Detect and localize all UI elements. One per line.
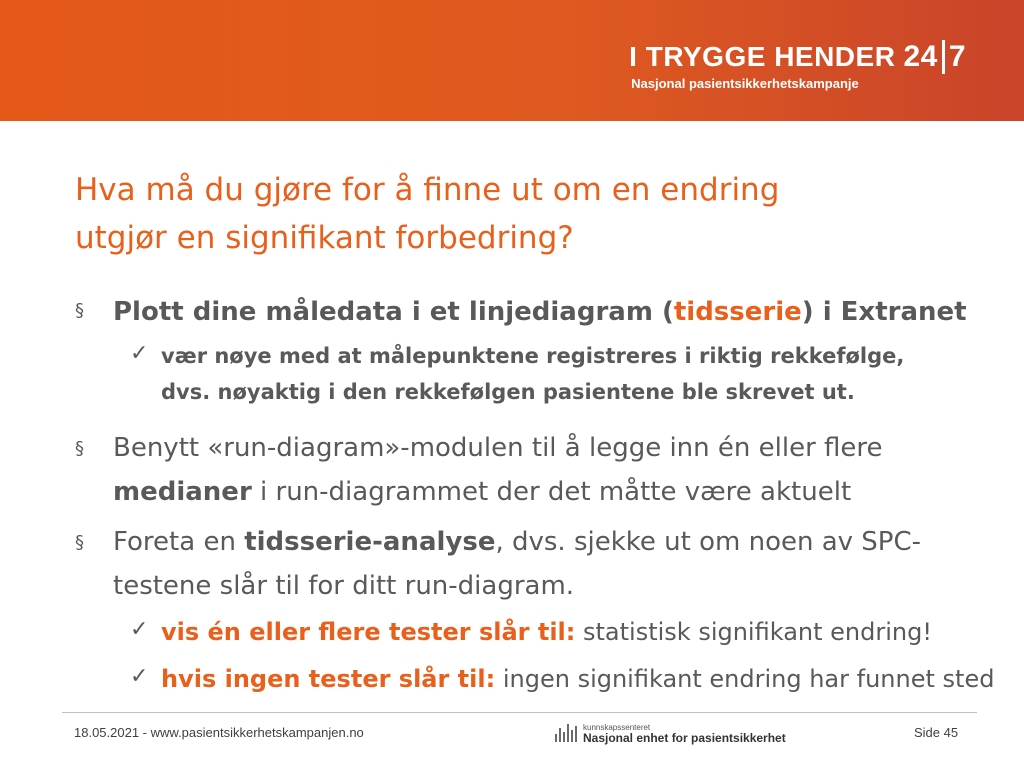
footer-logo-main: Nasjonal enhet for pasientsikkerhet bbox=[583, 731, 786, 745]
sub-bullet-3b-bold: hvis ingen tester slår til: bbox=[161, 665, 496, 693]
logo-bars-icon bbox=[555, 724, 577, 742]
campaign-logo bbox=[629, 40, 966, 91]
bullet-2-line-1: Benytt «run-diagram»-modulen til å legge inn én eller flere bbox=[113, 433, 883, 463]
footer-logo-top: kunnskapssenteret bbox=[583, 723, 651, 732]
slide-title bbox=[75, 166, 955, 262]
sub-bullet-3b bbox=[161, 661, 994, 697]
header-banner bbox=[0, 0, 1024, 121]
bullet-2 bbox=[113, 426, 883, 514]
sub-bullet-3a-text: statistisk signifikant endring! bbox=[575, 618, 932, 646]
footer-logo bbox=[555, 722, 786, 744]
slide-number: Side 45 bbox=[914, 725, 959, 740]
square-bullet-icon: § bbox=[75, 532, 84, 553]
bullet-3 bbox=[113, 520, 921, 608]
square-bullet-icon: § bbox=[75, 300, 84, 321]
square-bullet-icon: § bbox=[75, 438, 84, 459]
sub-bullet-1-line-1: vær nøye med at målepunktene registreres i riktig rekkefølge, bbox=[161, 344, 905, 368]
bullet-2-bold: medianer bbox=[113, 477, 252, 507]
bullet-2-line-2: i run-diagrammet der det måtte være aktuelt bbox=[251, 477, 852, 507]
bullet-1-text-end: ) i Extranet bbox=[801, 297, 967, 327]
logo-main-text: I TRYGGE HENDER bbox=[629, 41, 896, 72]
footer-date-url: 18.05.2021 - www.pasientsikkerhetskampanjen.no bbox=[74, 725, 364, 740]
title-line-2: utgjør en signifikant forbedring? bbox=[75, 220, 574, 256]
sub-bullet-3b-text: ingen signifikant endring har funnet sted bbox=[495, 665, 995, 693]
bullet-3-text-end: , dvs. sjekke ut om noen av SPC- bbox=[495, 527, 922, 557]
logo-number-24: 24 bbox=[903, 40, 938, 73]
bullet-1 bbox=[113, 290, 967, 334]
bullet-1-highlight: tidsserie bbox=[673, 297, 802, 327]
logo-subtitle: Nasjonal pasientsikkerhetskampanje bbox=[631, 76, 859, 91]
sub-bullet-1-line-2: dvs. nøyaktig i den rekkefølgen pasientene ble skrevet ut. bbox=[161, 380, 855, 404]
bullet-3-line-2: testene slår til for ditt run-diagram. bbox=[113, 571, 575, 601]
checkmark-icon: ✓ bbox=[130, 617, 149, 642]
checkmark-icon: ✓ bbox=[130, 341, 149, 366]
footer-divider bbox=[62, 712, 977, 713]
title-line-1: Hva må du gjøre for å finne ut om en endring bbox=[75, 172, 780, 208]
sub-bullet-3a bbox=[161, 614, 932, 650]
sub-bullet-1 bbox=[161, 338, 904, 410]
bullet-3-bold: tidsserie-analyse bbox=[244, 527, 496, 557]
sub-bullet-3a-bold: vis én eller flere tester slår til: bbox=[161, 618, 576, 646]
checkmark-icon: ✓ bbox=[130, 664, 149, 689]
logo-number-7: 7 bbox=[948, 40, 966, 73]
logo-separator bbox=[942, 40, 945, 74]
bullet-3-text: Foreta en bbox=[113, 527, 245, 557]
bullet-1-text: Plott dine måledata i et linjediagram ( bbox=[113, 297, 674, 327]
